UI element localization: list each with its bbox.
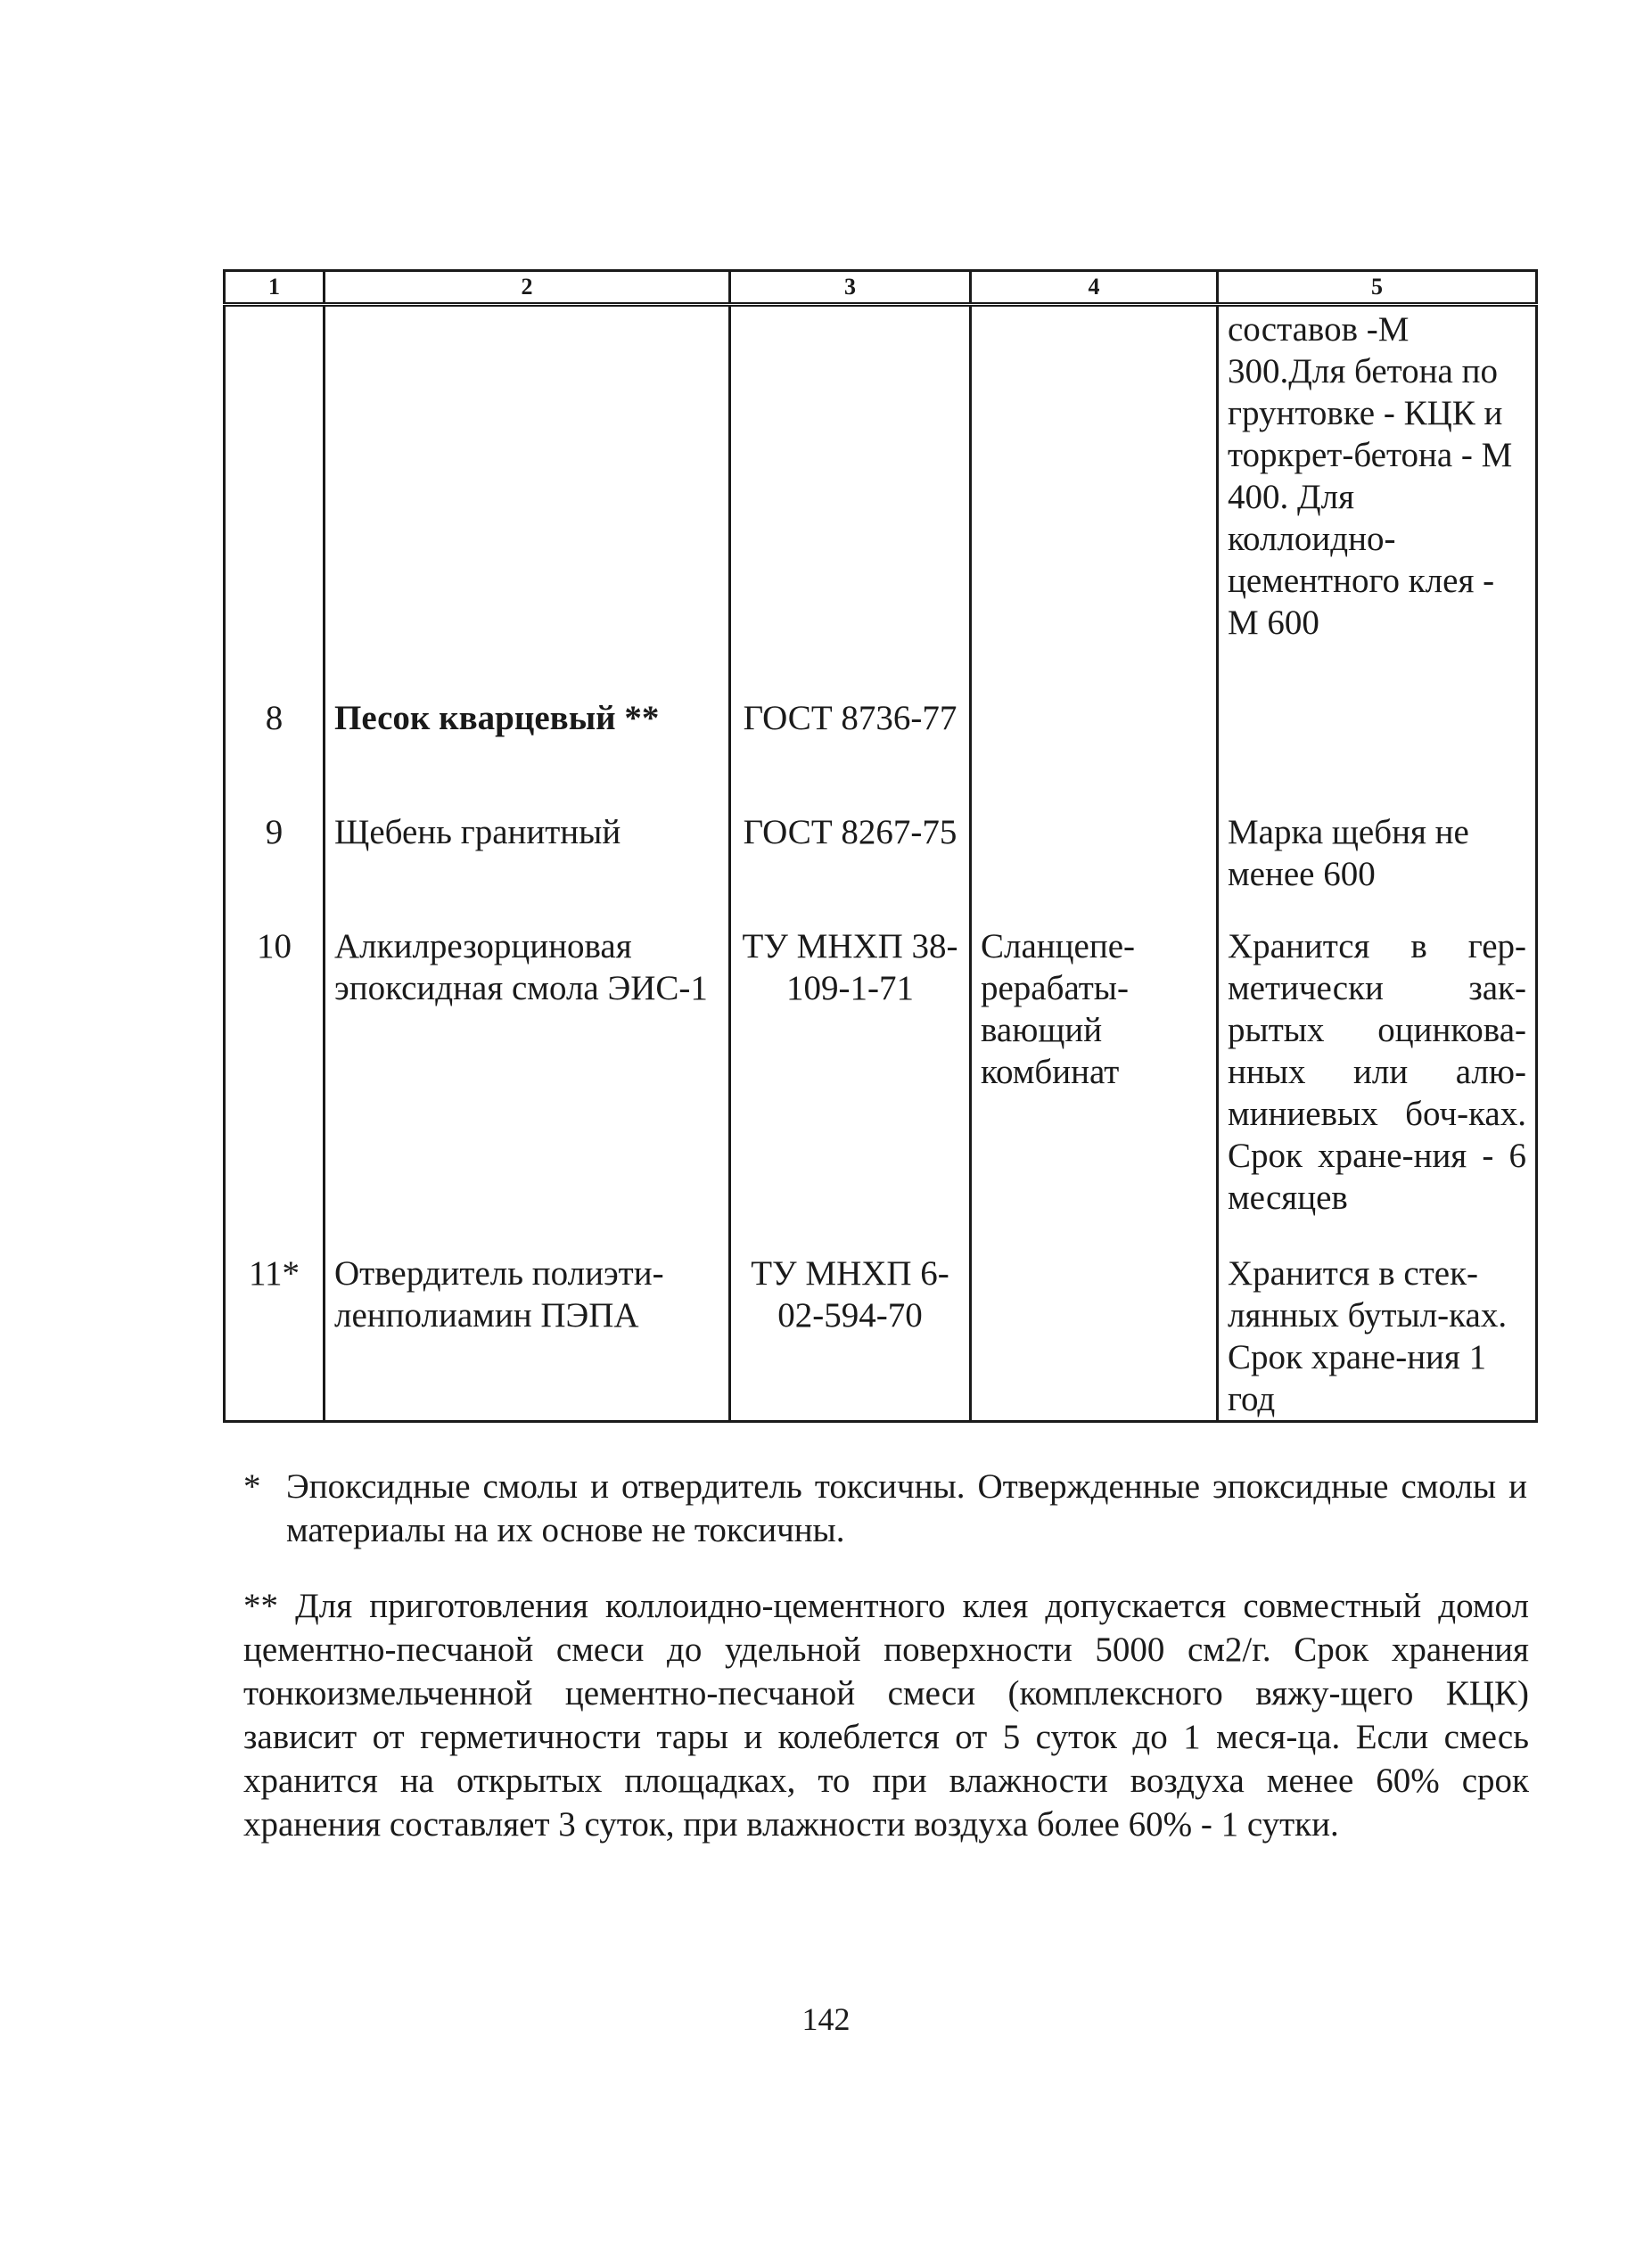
manufacturer xyxy=(971,811,1218,925)
row-number: 8 xyxy=(225,697,325,811)
material-name: Отвердитель полиэти-ленполиамин ПЭПА xyxy=(325,1253,730,1422)
table-row-continuation xyxy=(225,305,1537,698)
page-number: 142 xyxy=(801,2001,851,2037)
column-header-4: 4 xyxy=(971,271,1218,305)
standard-ref: ТУ МНХП 6-02-594-70 xyxy=(730,1253,971,1422)
manufacturer: Сланцепе-рерабаты-вающий комбинат xyxy=(971,925,1218,1253)
column-header-5: 5 xyxy=(1218,271,1537,305)
table-row xyxy=(225,1253,1537,1422)
table-row xyxy=(225,697,1537,811)
column-header-3: 3 xyxy=(730,271,971,305)
standard-ref: ТУ МНХП 38-109-1-71 xyxy=(730,925,971,1253)
continuation-note: составов -М 300.Для бетона по грунтовке - КЦК и торкрет-бетона - М 400. Для коллоидно-цементного клея - М 600 xyxy=(1218,305,1537,698)
row-number: 10 xyxy=(225,925,325,1253)
footnote-text: Эпоксидные смолы и отвердитель токсичны. Отвержденные эпоксидные смолы и материалы на их основе не токсичны. xyxy=(286,1467,1527,1549)
materials-table xyxy=(223,269,1538,1423)
storage-note xyxy=(1218,697,1537,811)
material-name: Песок кварцевый ** xyxy=(325,697,730,811)
footnote-toxicity xyxy=(243,1465,1527,1552)
material-name: Алкилрезорциновая эпоксидная смола ЭИС-1 xyxy=(325,925,730,1253)
storage-note: Марка щебня не менее 600 xyxy=(1218,811,1537,925)
standard-ref: ГОСТ 8267-75 xyxy=(730,811,971,925)
footnote-glue-preparation: ** Для приготовления коллоидно-цементного клея допускается совместный домол цементно-песчаной смеси до удельной поверхности 5000 см2/г. Срок хранения тонкоизмельченной цементно-песчаной смеси (комплексного вяжу-щего КЦК) зависит от герметичности тары и колеблется от 5 суток до 1 меся-ца. Если смесь хранится на открытых площадках, то при влажности воздуха менее 60% срок хранения составляет 3 суток, при влажности воздуха более 60% - 1 сутки. xyxy=(243,1587,1529,1844)
manufacturer xyxy=(971,697,1218,811)
manufacturer xyxy=(971,1253,1218,1422)
footnote-marker: * xyxy=(243,1467,261,1506)
table-row xyxy=(225,811,1537,925)
column-header-2: 2 xyxy=(325,271,730,305)
table-header-row xyxy=(225,271,1537,305)
table-row xyxy=(225,925,1537,1253)
column-header-1: 1 xyxy=(225,271,325,305)
storage-note: Хранится в стек-лянных бутыл-ках. Срок хране-ния 1 год xyxy=(1218,1253,1537,1422)
row-number: 9 xyxy=(225,811,325,925)
row-number: 11* xyxy=(225,1253,325,1422)
storage-note: Хранится в гер-метически зак-рытых оцинкова-нных или алю-миниевых боч-ках. Срок хране-ния - 6 месяцев xyxy=(1218,925,1537,1253)
material-name: Щебень гранитный xyxy=(325,811,730,925)
standard-ref: ГОСТ 8736-77 xyxy=(730,697,971,811)
